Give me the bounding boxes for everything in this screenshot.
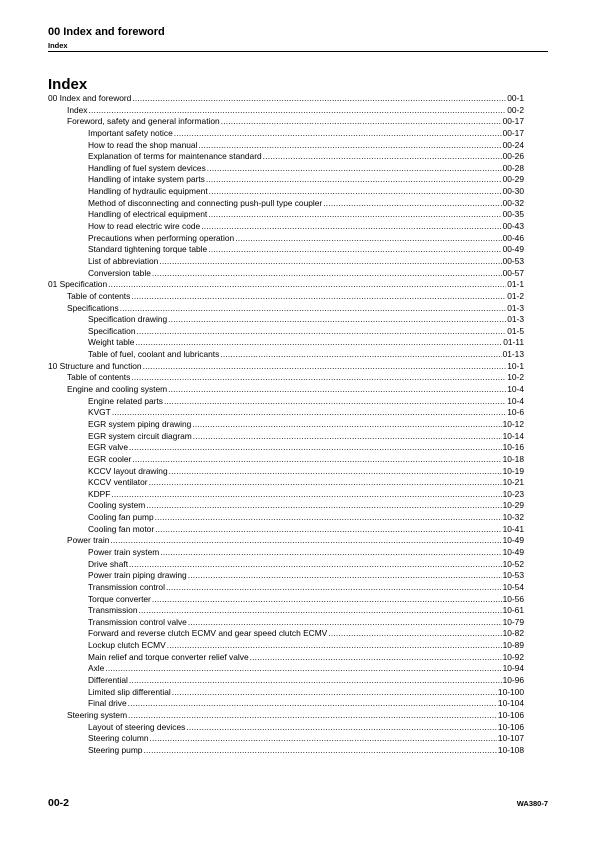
dot-leader bbox=[131, 291, 506, 303]
toc-entry[interactable] bbox=[48, 419, 524, 431]
toc-entry-label: How to read electric wire code bbox=[88, 221, 201, 232]
toc-entry[interactable] bbox=[48, 512, 524, 524]
toc-entry-label: KVGT bbox=[88, 407, 111, 418]
toc-entry-page: 10-108 bbox=[497, 744, 524, 755]
toc-entry-label: List of abbreviation bbox=[88, 255, 159, 266]
toc-entry-page: 00-46 bbox=[502, 232, 524, 243]
dot-leader bbox=[129, 559, 502, 571]
dot-leader bbox=[137, 326, 507, 338]
toc-entry-label: Handling of fuel system devices bbox=[88, 162, 206, 173]
toc-entry-page: 00-49 bbox=[502, 244, 524, 255]
toc-entry-page: 10-106 bbox=[497, 721, 524, 732]
toc-entry-page: 10-100 bbox=[497, 686, 524, 697]
toc-entry[interactable] bbox=[48, 687, 524, 699]
toc-entry-page: 10-107 bbox=[497, 733, 524, 744]
toc-entry-label: Lockup clutch ECMV bbox=[88, 640, 166, 651]
toc-entry[interactable] bbox=[48, 268, 524, 280]
dot-leader bbox=[89, 105, 507, 117]
toc-entry-page: 10-4 bbox=[507, 384, 524, 395]
toc-entry[interactable] bbox=[48, 442, 524, 454]
dot-leader bbox=[221, 116, 502, 128]
toc-entry[interactable] bbox=[48, 314, 524, 326]
toc-entry[interactable] bbox=[48, 244, 524, 256]
toc-entry-page: 10-21 bbox=[502, 477, 524, 488]
toc-entry[interactable] bbox=[48, 466, 524, 478]
index-heading: Index bbox=[48, 76, 88, 93]
toc-entry[interactable] bbox=[48, 279, 524, 291]
dot-leader bbox=[111, 489, 501, 501]
dot-leader bbox=[120, 303, 507, 315]
dot-leader bbox=[328, 628, 501, 640]
toc-entry-page: 10-49 bbox=[502, 546, 524, 557]
toc-entry[interactable] bbox=[48, 233, 524, 245]
toc-entry[interactable] bbox=[48, 291, 524, 303]
toc-entry[interactable] bbox=[48, 710, 524, 722]
toc-entry-page: 01-2 bbox=[507, 290, 524, 301]
dot-leader bbox=[186, 722, 497, 734]
toc-entry-label: Explanation of terms for maintenance standard bbox=[88, 151, 262, 162]
toc-entry-page: 00-28 bbox=[502, 162, 524, 173]
dot-leader bbox=[169, 466, 502, 478]
toc-entry-page: 01-11 bbox=[503, 337, 524, 348]
toc-entry[interactable] bbox=[48, 582, 524, 594]
toc-entry-page: 10-12 bbox=[502, 418, 524, 429]
toc-entry[interactable] bbox=[48, 489, 524, 501]
toc-entry[interactable] bbox=[48, 361, 524, 373]
toc-entry-label: Transmission control bbox=[88, 581, 165, 592]
toc-entry-page: 00-30 bbox=[502, 186, 524, 197]
dot-leader bbox=[150, 733, 497, 745]
toc-entry[interactable] bbox=[48, 454, 524, 466]
toc-entry-page: 00-53 bbox=[502, 255, 524, 266]
toc-entry-label: Steering system bbox=[67, 709, 128, 720]
toc-entry-label: Drive shaft bbox=[88, 558, 129, 569]
toc-entry-label: Weight table bbox=[88, 337, 135, 348]
toc-entry[interactable] bbox=[48, 303, 524, 315]
toc-entry[interactable] bbox=[48, 628, 524, 640]
toc-entry[interactable] bbox=[48, 128, 524, 140]
toc-entry-label: Power train system bbox=[88, 546, 160, 557]
dot-leader bbox=[128, 698, 497, 710]
toc-entry-label: How to read the shop manual bbox=[88, 139, 198, 150]
toc-entry-label: Specification bbox=[88, 325, 136, 336]
toc-entry-page: 10-6 bbox=[507, 407, 524, 418]
dot-leader bbox=[168, 314, 506, 326]
toc-entry[interactable] bbox=[48, 105, 524, 117]
toc-entry-label: Specification drawing bbox=[88, 314, 168, 325]
toc-entry-page: 00-26 bbox=[502, 151, 524, 162]
toc-entry[interactable] bbox=[48, 431, 524, 443]
model-code: WA380-7 bbox=[516, 799, 548, 808]
toc-entry-label: Precautions when performing operation bbox=[88, 232, 235, 243]
dot-leader bbox=[207, 163, 502, 175]
toc-entry-page: 00-32 bbox=[502, 197, 524, 208]
toc-entry-page: 10-1 bbox=[507, 360, 524, 371]
toc-entry-page: 10-29 bbox=[502, 500, 524, 511]
dot-leader bbox=[143, 745, 496, 757]
toc-entry[interactable] bbox=[48, 140, 524, 152]
toc-entry-label: Table of fuel, coolant and lubricants bbox=[88, 349, 220, 360]
toc-entry-page: 10-32 bbox=[502, 512, 524, 523]
dot-leader bbox=[201, 221, 501, 233]
dot-leader bbox=[164, 396, 506, 408]
toc-entry-page: 10-104 bbox=[497, 698, 524, 709]
dot-leader bbox=[143, 361, 507, 373]
dot-leader bbox=[129, 442, 502, 454]
toc-entry-page: 10-82 bbox=[502, 628, 524, 639]
toc-entry-label: Final drive bbox=[88, 698, 127, 709]
table-of-contents bbox=[48, 93, 524, 757]
toc-entry[interactable] bbox=[48, 524, 524, 536]
toc-entry-page: 10-92 bbox=[502, 651, 524, 662]
toc-entry[interactable] bbox=[48, 663, 524, 675]
toc-entry[interactable] bbox=[48, 186, 524, 198]
toc-entry-label: Transmission bbox=[88, 605, 138, 616]
toc-entry[interactable] bbox=[48, 198, 524, 210]
toc-entry[interactable] bbox=[48, 384, 524, 396]
toc-entry-page: 10-89 bbox=[502, 640, 524, 651]
dot-leader bbox=[192, 419, 501, 431]
dot-leader bbox=[172, 687, 497, 699]
toc-entry-label: Standard tightening torque table bbox=[88, 244, 208, 255]
toc-entry[interactable] bbox=[48, 349, 524, 361]
toc-entry[interactable] bbox=[48, 722, 524, 734]
toc-entry-label: Cooling fan pump bbox=[88, 512, 154, 523]
toc-entry[interactable] bbox=[48, 151, 524, 163]
toc-entry-label: Differential bbox=[88, 675, 128, 686]
toc-entry-label: EGR system circuit diagram bbox=[88, 430, 192, 441]
toc-entry-page: 10-49 bbox=[502, 535, 524, 546]
dot-leader bbox=[108, 279, 506, 291]
toc-entry[interactable] bbox=[48, 535, 524, 547]
toc-entry-label: Cooling fan motor bbox=[88, 523, 155, 534]
toc-entry-label: Table of contents bbox=[67, 290, 131, 301]
toc-entry-label: KDPF bbox=[88, 488, 111, 499]
toc-entry[interactable] bbox=[48, 326, 524, 338]
toc-entry-label: Table of contents bbox=[67, 372, 131, 383]
toc-entry-label: Steering column bbox=[88, 733, 149, 744]
header-divider bbox=[48, 51, 548, 52]
toc-entry-label: Power train piping drawing bbox=[88, 570, 187, 581]
dot-leader bbox=[323, 198, 501, 210]
toc-entry-label: Main relief and torque converter relief valve bbox=[88, 651, 249, 662]
dot-leader bbox=[188, 570, 502, 582]
toc-entry-page: 00-17 bbox=[502, 127, 524, 138]
toc-entry[interactable] bbox=[48, 174, 524, 186]
dot-leader bbox=[250, 652, 502, 664]
toc-entry-label: Engine related parts bbox=[88, 395, 163, 406]
toc-entry-label: Handling of hydraulic equipment bbox=[88, 186, 208, 197]
toc-entry-label: Torque converter bbox=[88, 593, 151, 604]
toc-entry-page: 10-61 bbox=[502, 605, 524, 616]
toc-entry-page: 10-53 bbox=[502, 570, 524, 581]
toc-entry-page: 10-52 bbox=[502, 558, 524, 569]
toc-entry-page: 10-79 bbox=[502, 616, 524, 627]
toc-entry[interactable] bbox=[48, 733, 524, 745]
toc-entry-label: Layout of steering devices bbox=[88, 721, 186, 732]
toc-entry-label: 10 Structure and function bbox=[48, 360, 142, 371]
section-subtitle: Index bbox=[48, 41, 68, 50]
dot-leader bbox=[132, 93, 506, 105]
dot-leader bbox=[135, 337, 502, 349]
dot-leader bbox=[132, 454, 501, 466]
dot-leader bbox=[188, 617, 502, 629]
toc-entry[interactable] bbox=[48, 221, 524, 233]
toc-entry-page: 01-13 bbox=[502, 349, 524, 360]
dot-leader bbox=[263, 151, 502, 163]
toc-entry[interactable] bbox=[48, 559, 524, 571]
dot-leader bbox=[155, 524, 501, 536]
toc-entry-page: 01-3 bbox=[507, 302, 524, 313]
toc-entry-page: 00-35 bbox=[502, 209, 524, 220]
dot-leader bbox=[110, 535, 501, 547]
toc-entry-label: Steering pump bbox=[88, 744, 143, 755]
toc-entry[interactable] bbox=[48, 617, 524, 629]
toc-entry[interactable] bbox=[48, 675, 524, 687]
dot-leader bbox=[166, 582, 502, 594]
toc-entry-label: EGR system piping drawing bbox=[88, 418, 192, 429]
dot-leader bbox=[149, 477, 502, 489]
toc-entry-page: 10-14 bbox=[502, 430, 524, 441]
dot-leader bbox=[198, 140, 501, 152]
toc-entry-label: Power train bbox=[67, 535, 110, 546]
dot-leader bbox=[168, 384, 506, 396]
toc-entry[interactable] bbox=[48, 605, 524, 617]
toc-entry-label: Method of disconnecting and connecting push-pull type coupler bbox=[88, 197, 323, 208]
dot-leader bbox=[152, 594, 502, 606]
dot-leader bbox=[155, 512, 502, 524]
toc-entry-page: 10-94 bbox=[502, 663, 524, 674]
toc-entry-label: KCCV layout drawing bbox=[88, 465, 168, 476]
toc-entry-page: 10-56 bbox=[502, 593, 524, 604]
toc-entry-label: 00 Index and foreword bbox=[48, 93, 132, 103]
toc-entry-page: 00-2 bbox=[507, 104, 524, 115]
toc-entry[interactable] bbox=[48, 698, 524, 710]
toc-entry-page: 10-16 bbox=[502, 442, 524, 453]
toc-entry-page: 10-2 bbox=[507, 372, 524, 383]
toc-entry-label: Handling of electrical equipment bbox=[88, 209, 208, 220]
toc-entry-page: 00-17 bbox=[502, 116, 524, 127]
toc-entry[interactable] bbox=[48, 477, 524, 489]
page-number: 00-2 bbox=[48, 797, 70, 809]
toc-entry[interactable] bbox=[48, 93, 524, 105]
dot-leader bbox=[131, 372, 506, 384]
dot-leader bbox=[208, 209, 501, 221]
dot-leader bbox=[235, 233, 501, 245]
toc-entry[interactable] bbox=[48, 745, 524, 757]
toc-entry-page: 10-96 bbox=[502, 675, 524, 686]
dot-leader bbox=[208, 244, 501, 256]
toc-entry[interactable] bbox=[48, 500, 524, 512]
toc-entry-page: 01-1 bbox=[507, 279, 524, 290]
toc-entry-label: Transmission control valve bbox=[88, 616, 187, 627]
toc-entry-label: Cooling system bbox=[88, 500, 146, 511]
toc-entry-page: 01-3 bbox=[507, 314, 524, 325]
toc-entry-label: Foreword, safety and general information bbox=[67, 116, 220, 127]
toc-entry-page: 00-57 bbox=[502, 267, 524, 278]
dot-leader bbox=[193, 431, 502, 443]
dot-leader bbox=[206, 174, 502, 186]
toc-entry-label: Index bbox=[67, 104, 88, 115]
toc-entry-page: 00-1 bbox=[507, 93, 524, 103]
toc-entry-label: 01 Specification bbox=[48, 279, 108, 290]
toc-entry-label: Important safety notice bbox=[88, 127, 173, 138]
dot-leader bbox=[112, 407, 506, 419]
dot-leader bbox=[146, 500, 501, 512]
dot-leader bbox=[160, 547, 501, 559]
dot-leader bbox=[105, 663, 501, 675]
toc-entry-page: 00-29 bbox=[502, 174, 524, 185]
toc-entry-page: 01-5 bbox=[507, 325, 524, 336]
toc-entry-label: Forward and reverse clutch ECMV and gear speed clutch ECMV bbox=[88, 628, 328, 639]
toc-entry-label: Axle bbox=[88, 663, 105, 674]
toc-entry[interactable] bbox=[48, 116, 524, 128]
toc-entry[interactable] bbox=[48, 396, 524, 408]
dot-leader bbox=[167, 640, 502, 652]
toc-entry-label: EGR valve bbox=[88, 442, 129, 453]
dot-leader bbox=[174, 128, 502, 140]
toc-entry-label: KCCV ventilator bbox=[88, 477, 148, 488]
dot-leader bbox=[159, 256, 501, 268]
toc-entry-page: 10-23 bbox=[502, 488, 524, 499]
dot-leader bbox=[209, 186, 502, 198]
toc-entry-label: Engine and cooling system bbox=[67, 384, 168, 395]
toc-entry-label: Conversion table bbox=[88, 267, 151, 278]
toc-entry[interactable] bbox=[48, 640, 524, 652]
toc-entry-label: Handling of intake system parts bbox=[88, 174, 205, 185]
dot-leader bbox=[128, 710, 497, 722]
dot-leader bbox=[139, 605, 502, 617]
toc-entry-label: Specifications bbox=[67, 302, 119, 313]
toc-entry[interactable] bbox=[48, 337, 524, 349]
toc-entry-label: EGR cooler bbox=[88, 453, 132, 464]
dot-leader bbox=[129, 675, 502, 687]
toc-entry[interactable] bbox=[48, 163, 524, 175]
dot-leader bbox=[220, 349, 501, 361]
toc-entry-page: 10-54 bbox=[502, 581, 524, 592]
toc-entry-page: 00-24 bbox=[502, 139, 524, 150]
toc-entry[interactable] bbox=[48, 570, 524, 582]
toc-entry-page: 10-106 bbox=[497, 709, 524, 720]
toc-entry[interactable] bbox=[48, 594, 524, 606]
toc-entry-page: 10-18 bbox=[502, 453, 524, 464]
section-title: 00 Index and foreword bbox=[48, 26, 165, 38]
toc-entry[interactable] bbox=[48, 407, 524, 419]
toc-entry-page: 00-43 bbox=[502, 221, 524, 232]
toc-entry-label: Limited slip differential bbox=[88, 686, 171, 697]
toc-entry[interactable] bbox=[48, 209, 524, 221]
toc-entry[interactable] bbox=[48, 256, 524, 268]
toc-entry[interactable] bbox=[48, 547, 524, 559]
toc-entry-page: 10-4 bbox=[507, 395, 524, 406]
toc-entry-page: 10-19 bbox=[502, 465, 524, 476]
toc-entry[interactable] bbox=[48, 372, 524, 384]
toc-entry-page: 10-41 bbox=[502, 523, 524, 534]
dot-leader bbox=[152, 268, 502, 280]
toc-entry[interactable] bbox=[48, 652, 524, 664]
